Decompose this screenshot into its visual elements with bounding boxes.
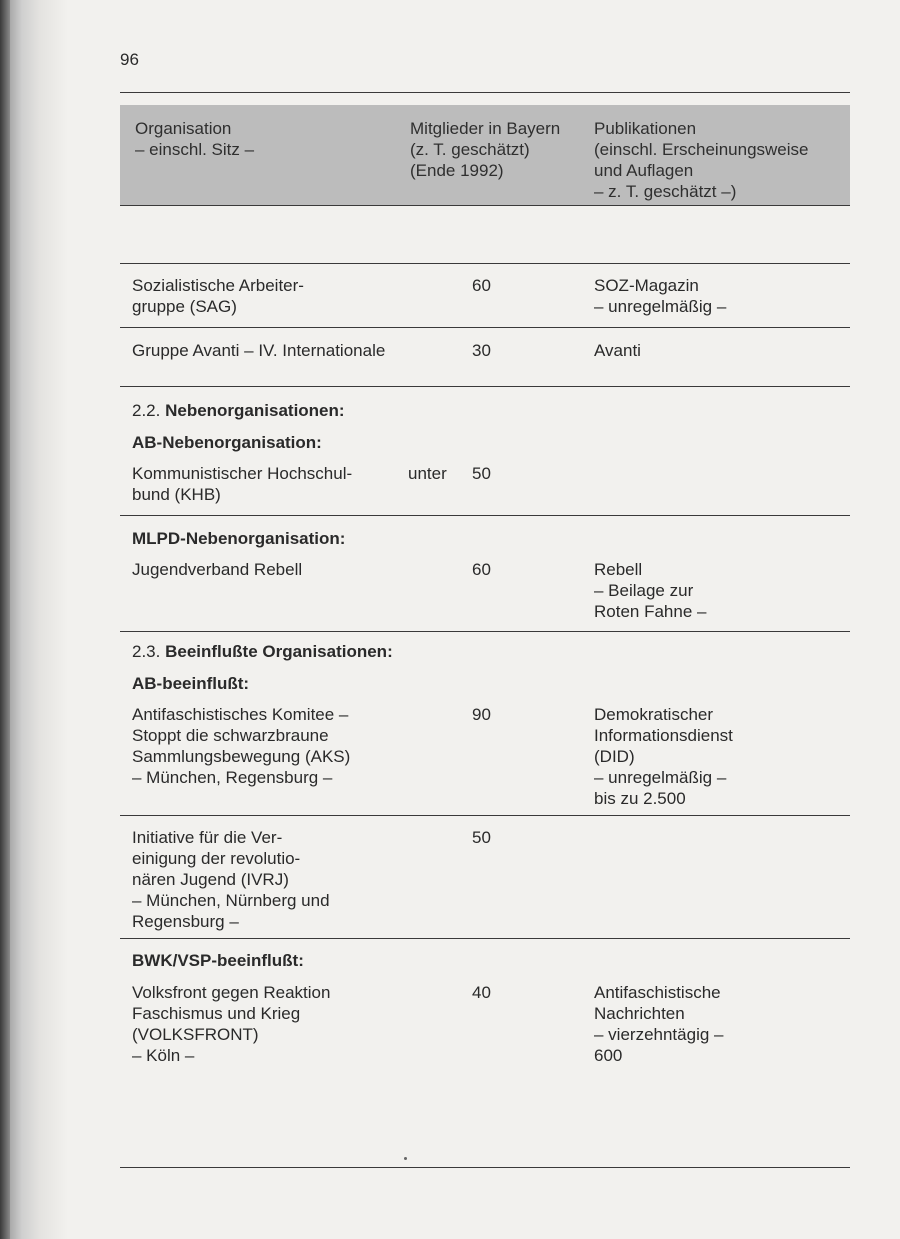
org-rebell: Jugendverband Rebell bbox=[132, 560, 303, 579]
org-volksfront: Volksfront gegen Reaktion Faschismus und Krieg (VOLKSFRONT) – Köln – bbox=[132, 983, 331, 1065]
rule-bwk bbox=[120, 938, 850, 939]
pub-sag: SOZ-Magazin – unregelmäßig – bbox=[594, 276, 727, 316]
pub-aks: Demokratischer Informationsdienst (DID) – unregelmäßig – bis zu 2.500 bbox=[594, 705, 733, 808]
rule-sag bbox=[120, 263, 850, 264]
count-avanti: 30 bbox=[472, 341, 491, 360]
header-organisation: Organisation – einschl. Sitz – bbox=[135, 119, 255, 159]
subheading-ab-nebenorganisation: AB-Nebenorganisation: bbox=[132, 433, 322, 452]
subheading-bwk-vsp-beeinflusst: BWK/VSP-beeinflußt: bbox=[132, 951, 304, 970]
rule-avanti bbox=[120, 327, 850, 328]
pub-rebell: Rebell – Beilage zur Roten Fahne – bbox=[594, 560, 707, 621]
rule-mlpd bbox=[120, 515, 850, 516]
page-number: 96 bbox=[120, 50, 139, 69]
pub-volksfront: Antifaschistische Nachrichten – vierzehntägig – 600 bbox=[594, 983, 724, 1065]
rule-ivrj bbox=[120, 815, 850, 816]
section-22-number: 2.2. bbox=[132, 401, 161, 420]
section-22-heading bbox=[132, 400, 345, 421]
count-ivrj: 50 bbox=[472, 828, 491, 847]
org-ivrj: Initiative für die Ver- einigung der revolutio- nären Jugend (IVRJ) – München, Nürnberg und Regensburg – bbox=[132, 828, 330, 931]
count-volksfront: 40 bbox=[472, 983, 491, 1002]
section-22-title: Nebenorganisationen: bbox=[165, 401, 345, 420]
org-aks: Antifaschistisches Komitee – Stoppt die schwarzbraune Sammlungsbewegung (AKS) – München, Regensburg – bbox=[132, 705, 351, 787]
subheading-mlpd-nebenorganisation: MLPD-Nebenorganisation: bbox=[132, 529, 346, 548]
section-23-title: Beeinflußte Organisationen: bbox=[165, 642, 393, 661]
book-spine-edge bbox=[0, 0, 10, 1239]
subheading-ab-beeinflusst: AB-beeinflußt: bbox=[132, 674, 250, 693]
book-spine-shadow bbox=[0, 0, 68, 1239]
pub-avanti: Avanti bbox=[594, 341, 641, 360]
header-bottom-rule bbox=[120, 205, 850, 206]
count-khb: 50 bbox=[472, 464, 491, 483]
count-rebell: 60 bbox=[472, 560, 491, 579]
count-khb-prefix: unter bbox=[408, 464, 447, 483]
header-publikationen: Publikationen (einschl. Erscheinungsweise und Auflagen – z. T. geschätzt –) bbox=[594, 119, 809, 201]
speck-mark bbox=[404, 1157, 407, 1160]
org-avanti: Gruppe Avanti – IV. Internationale bbox=[132, 341, 386, 360]
count-aks: 90 bbox=[472, 705, 491, 724]
count-sag: 60 bbox=[472, 276, 491, 295]
org-sag: Sozialistische Arbeiter- gruppe (SAG) bbox=[132, 276, 304, 316]
org-khb: Kommunistischer Hochschul- bund (KHB) bbox=[132, 464, 353, 504]
header-mitglieder: Mitglieder in Bayern (z. T. geschätzt) (Ende 1992) bbox=[410, 119, 561, 180]
rule-section-22 bbox=[120, 386, 850, 387]
section-23-number: 2.3. bbox=[132, 642, 161, 661]
rule-section-23 bbox=[120, 631, 850, 632]
bottom-rule bbox=[120, 1167, 850, 1168]
section-23-heading bbox=[132, 641, 393, 662]
top-rule bbox=[120, 92, 850, 93]
